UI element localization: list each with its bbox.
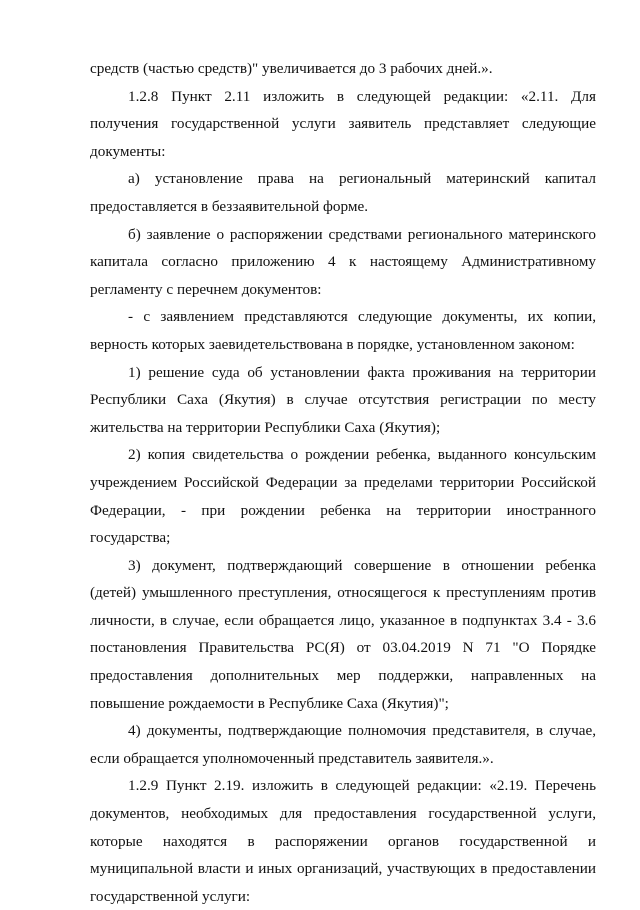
paragraph-item-a: а) установление права на региональный материнский капитал предоставляется в беззаявительной форме.: [90, 170, 596, 215]
paragraph-item-4: 4) документы, подтверждающие полномочия представителя, в случае, если обращается уполномоченный представитель заявителя.».: [90, 722, 596, 767]
paragraph-clause-1-2-8: 1.2.8 Пункт 2.11 изложить в следующей редакции: «2.11. Для получения государственной услуги заявитель представляет следующие документы:: [90, 87, 596, 160]
paragraph-documents-list-intro: - с заявлением представляются следующие документы, их копии, верность которых заевидетельствована в порядке, установленном законом:: [90, 308, 596, 353]
paragraph-continuation: средств (частью средств)" увеличивается до 3 рабочих дней.».: [90, 60, 493, 77]
paragraph-item-3: 3) документ, подтверждающий совершение в отношении ребенка (детей) умышленного преступления, относящегося к преступлениям против личности, в случае, если обращается лицо, указанное в подпунктах 3.4 - 3.6 постановления Правительства РС(Я) от 03.04.2019 N 71 "О Порядке предоставления дополнительных мер поддержки, направленных на повышение рождаемости в Республике Саха (Якутия)";: [90, 556, 596, 712]
paragraph-item-1: 1) решение суда об установлении факта проживания на территории Республики Саха (Якутия) в случае отсутствия регистрации по месту жительства на территории Республики Саха (Якутия);: [90, 363, 596, 436]
paragraph-item-b: б) заявление о распоряжении средствами регионального материнского капитала согласно приложению 4 к настоящему Административному регламенту с перечнем документов:: [90, 225, 596, 298]
paragraph-clause-1-2-9: 1.2.9 Пункт 2.19. изложить в следующей редакции: «2.19. Перечень документов, необходимых для предоставления государственной услуги, которые находятся в распоряжении органов государственной и муниципальной власти и иных организаций, участвующих в предоставлении государственной услуги:: [90, 777, 596, 905]
document-page: [90, 55, 596, 910]
paragraph-item-2: 2) копия свидетельства о рождении ребенка, выданного консульским учреждением Российской Федерации за пределами территории Российской Федерации, - при рождении ребенка на территории иностранного государства;: [90, 446, 596, 547]
